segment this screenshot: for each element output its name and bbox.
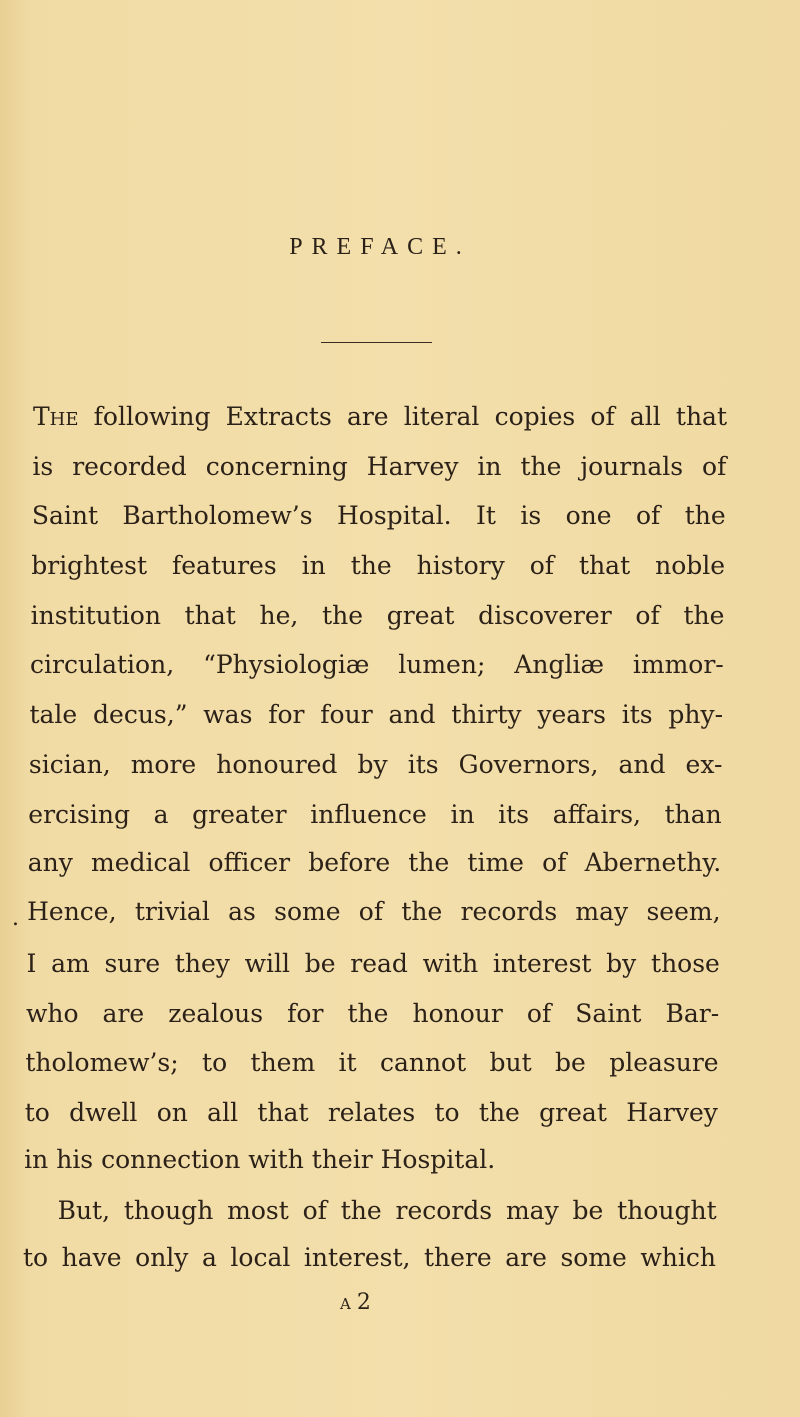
- text-line: [25, 1097, 718, 1129]
- signature-mark: [340, 1290, 377, 1315]
- text-line: [31, 600, 725, 632]
- text-line: [28, 847, 721, 879]
- line-text: is recorded concerning Harvey in the journals of: [32, 452, 727, 481]
- text-line: [29, 699, 723, 731]
- text-line: [29, 749, 723, 781]
- signature-number: 2: [356, 1290, 377, 1315]
- line-text: any medical officer before the time of Abernethy.: [27, 848, 722, 877]
- line-text: who are zealous for the honour of Saint Bar-: [25, 999, 720, 1028]
- page-title: PREFACE.: [289, 234, 471, 260]
- text-line: [31, 550, 725, 582]
- text-line: [24, 1144, 717, 1176]
- line-text: circulation, “Physiologiæ lumen; Angliæ immor-: [30, 650, 724, 679]
- line-text: tholomew’s; to them it cannot but be pleasure: [25, 1048, 719, 1077]
- text-line: [25, 1047, 718, 1079]
- text-line: [23, 1242, 716, 1274]
- signature-letter: A: [340, 1295, 357, 1313]
- text-line: [27, 896, 720, 928]
- line-text: But, though most of the records may be thought: [57, 1196, 717, 1225]
- line-text: to dwell on all that relates to the great Harvey: [24, 1098, 718, 1127]
- text-line: [27, 948, 720, 980]
- stray-mark: .: [12, 906, 19, 931]
- text-line: [58, 1195, 717, 1227]
- line-text: sician, more honoured by its Governors, and ex-: [28, 750, 723, 779]
- line-text: following Extracts are literal copies of all that: [78, 402, 727, 431]
- line-text: in his connection with their Hospital.: [24, 1145, 496, 1174]
- text-line: [33, 401, 727, 433]
- line-text: I am sure they will be read with interest by those: [26, 949, 720, 978]
- line-text: brightest features in the history of that noble: [31, 551, 726, 580]
- line-text: ercising a greater influence in its affairs, than: [28, 800, 722, 829]
- title-divider: [321, 342, 432, 343]
- line-text: Saint Bartholomew’s Hospital. It is one of the: [31, 501, 726, 530]
- line-text: Hence, trivial as some of the records may seem,: [27, 897, 721, 926]
- text-line: [26, 998, 719, 1030]
- text-line: [28, 799, 722, 831]
- text-line: [32, 451, 726, 483]
- text-line: [30, 649, 724, 681]
- line-text: tale decus,” was for four and thirty years its phy-: [29, 700, 724, 729]
- text-line: [32, 500, 726, 532]
- line-text: to have only a local interest, there are some which: [23, 1243, 716, 1272]
- lead-word: The: [33, 402, 79, 431]
- line-text: institution that he, the great discoverer of the: [30, 601, 725, 630]
